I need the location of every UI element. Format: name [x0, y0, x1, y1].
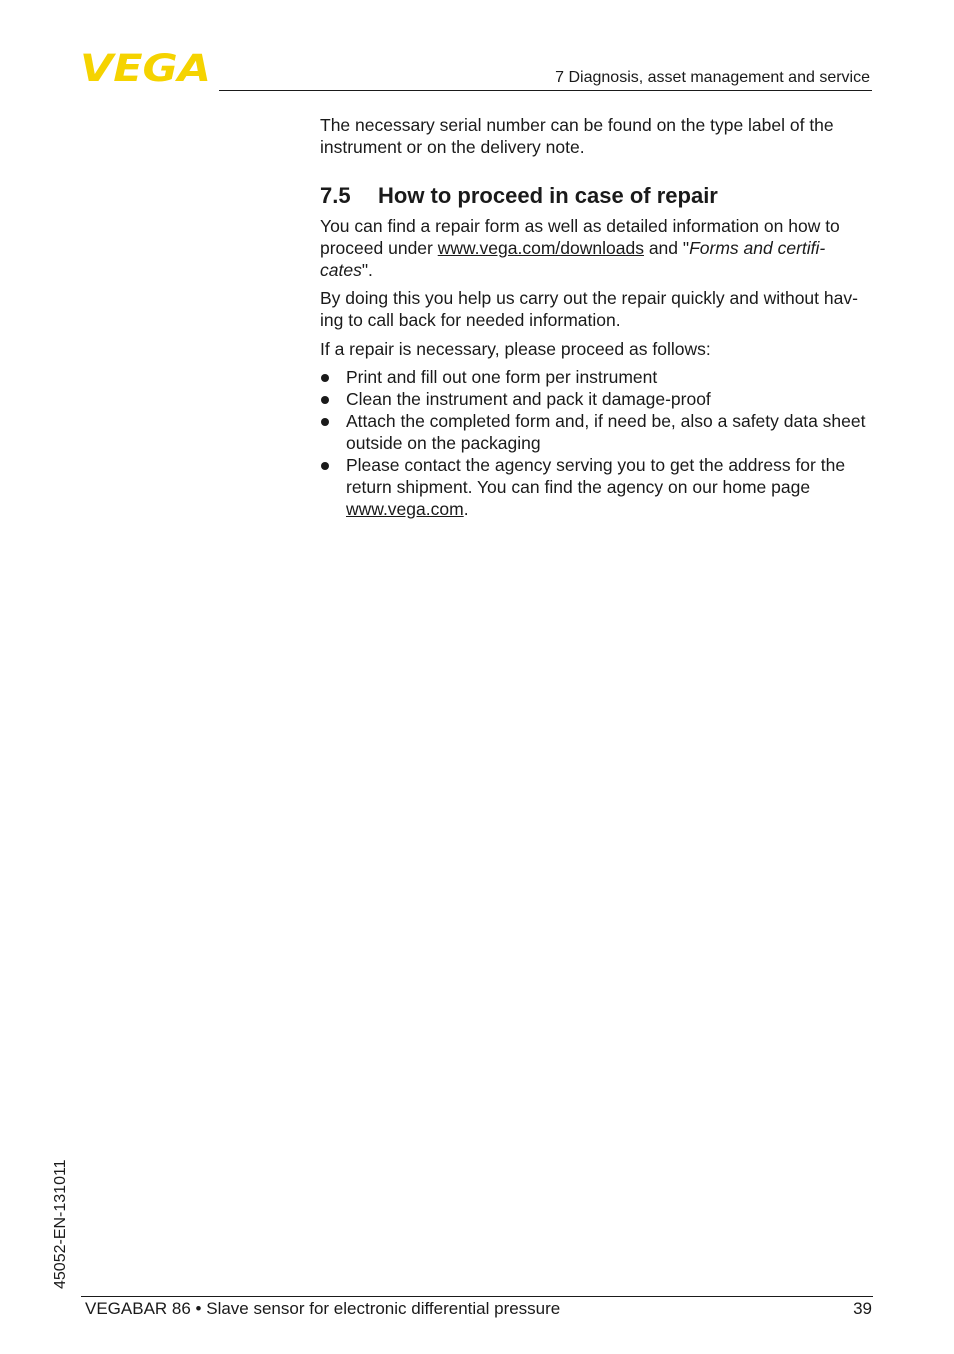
list-item-text: Please contact the agency serving you to get the address for the return shipment. You can find the agency on our home page	[346, 455, 846, 497]
section-number: 7.5	[320, 183, 351, 208]
section-heading	[320, 182, 872, 210]
repair-form-text-end: ".	[361, 260, 373, 280]
serial-number-note: The necessary serial number can be found on the type label of the instrument or on the delivery note.	[320, 115, 834, 157]
list-item: Clean the instrument and pack it damage-proof	[320, 388, 872, 410]
vega-logo	[80, 50, 212, 84]
repair-form-text: You can find a repair form as well as detailed information on how to proceed under	[320, 216, 840, 258]
vega-logo-text: VEGA	[80, 50, 211, 84]
header-divider	[219, 90, 872, 91]
vega-home-link[interactable]: www.vega.com	[346, 499, 464, 519]
list-item-text-end: .	[463, 499, 469, 519]
list-item: Attach the completed form and, if need be, also a safety data sheet outside on the packaging	[320, 410, 872, 454]
footer-product-title: VEGABAR 86 • Slave sensor for electronic differential pressure	[85, 1299, 561, 1318]
header-section-title: 7 Diagnosis, asset management and service	[555, 69, 870, 86]
repair-form-paragraph	[320, 215, 872, 281]
main-content	[320, 114, 872, 520]
footer-divider	[81, 1296, 873, 1297]
list-item: Print and fill out one form per instrument	[320, 366, 872, 388]
document-id: 45052-EN-131011	[52, 1159, 69, 1289]
page-number: 39	[853, 1299, 872, 1318]
section-title: How to proceed in case of repair	[378, 183, 718, 208]
repair-steps-list	[320, 366, 872, 520]
list-item	[320, 454, 872, 520]
downloads-link[interactable]: www.vega.com/downloads	[437, 238, 644, 258]
repair-form-text-mid: and "	[643, 238, 690, 258]
repair-steps-intro: If a repair is necessary, please proceed as follows:	[320, 339, 711, 359]
forms-certificates-label: Forms and certificates	[320, 238, 826, 280]
repair-benefit-paragraph: By doing this you help us carry out the repair quickly and without having to call back for needed information.	[320, 288, 858, 330]
